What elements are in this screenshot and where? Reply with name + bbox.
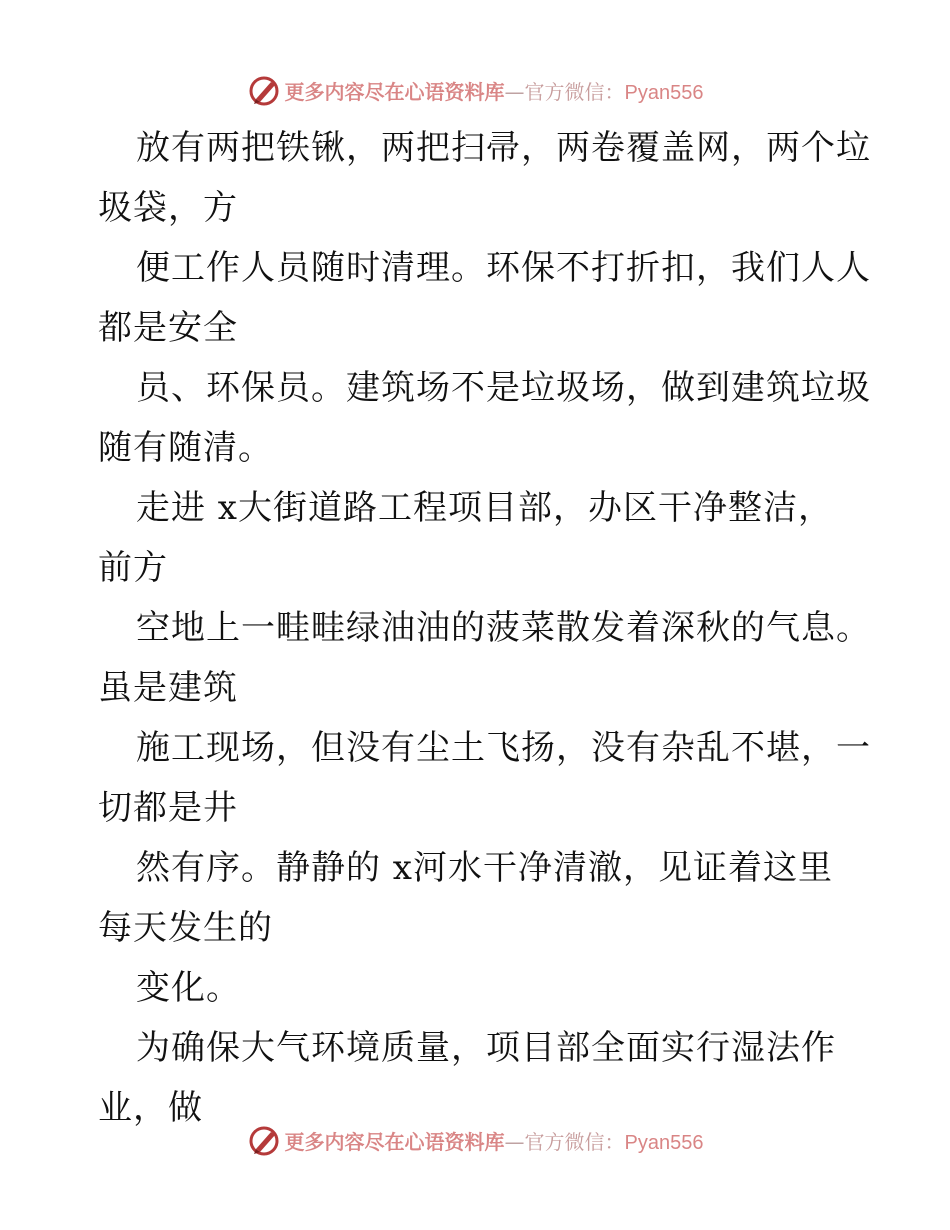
body-line: 业，做 — [98, 1088, 203, 1128]
body-line: 前方 — [98, 548, 168, 588]
header-site-text: 更多内容尽在心语资料库 — [284, 79, 505, 104]
body-line: 放有两把铁锹，两把扫帚，两卷覆盖网，两个垃 — [136, 128, 871, 168]
footer-wechat-label: 官方微信： — [524, 1129, 625, 1154]
body-line: 变化。 — [136, 968, 241, 1008]
footer-site-text: 更多内容尽在心语资料库 — [284, 1129, 505, 1154]
body-line: 随有随清。 — [98, 428, 273, 468]
header-banner-text — [285, 76, 704, 105]
header-dash: — — [504, 79, 525, 104]
body-line: 员、环保员。建筑场不是垃圾场，做到建筑垃圾 — [136, 368, 871, 408]
body-line: 施工现场，但没有尘土飞扬，没有杂乱不堪，一 — [136, 728, 871, 768]
body-line: 圾袋，方 — [98, 188, 238, 228]
body-line: 为确保大气环境质量，项目部全面实行湿法作 — [136, 1028, 836, 1068]
pen-logo-icon — [247, 73, 281, 107]
body-line: 便工作人员随时清理。环保不打折扣，我们人人 — [136, 248, 871, 288]
body-line: 走进 x大街道路工程项目部，办区干净整洁， — [136, 488, 833, 528]
body-line: 空地上一畦畦绿油油的菠菜散发着深秋的气息。 — [136, 608, 871, 648]
body-line: 切都是井 — [98, 788, 238, 828]
document-body — [98, 118, 871, 1138]
header-wechat-id: Pyan556 — [624, 81, 704, 104]
footer-banner — [0, 1120, 950, 1160]
pen-logo-icon — [247, 1123, 281, 1157]
footer-wechat-id: Pyan556 — [624, 1131, 704, 1154]
footer-dash: — — [504, 1129, 525, 1154]
header-banner — [0, 70, 950, 110]
header-wechat-label: 官方微信： — [524, 79, 625, 104]
body-line: 然有序。静静的 x河水干净清澈，见证着这里 — [136, 848, 833, 888]
body-line: 都是安全 — [98, 308, 238, 348]
footer-banner-text — [285, 1126, 704, 1155]
body-line: 虽是建筑 — [98, 668, 238, 708]
body-line: 每天发生的 — [98, 908, 273, 948]
